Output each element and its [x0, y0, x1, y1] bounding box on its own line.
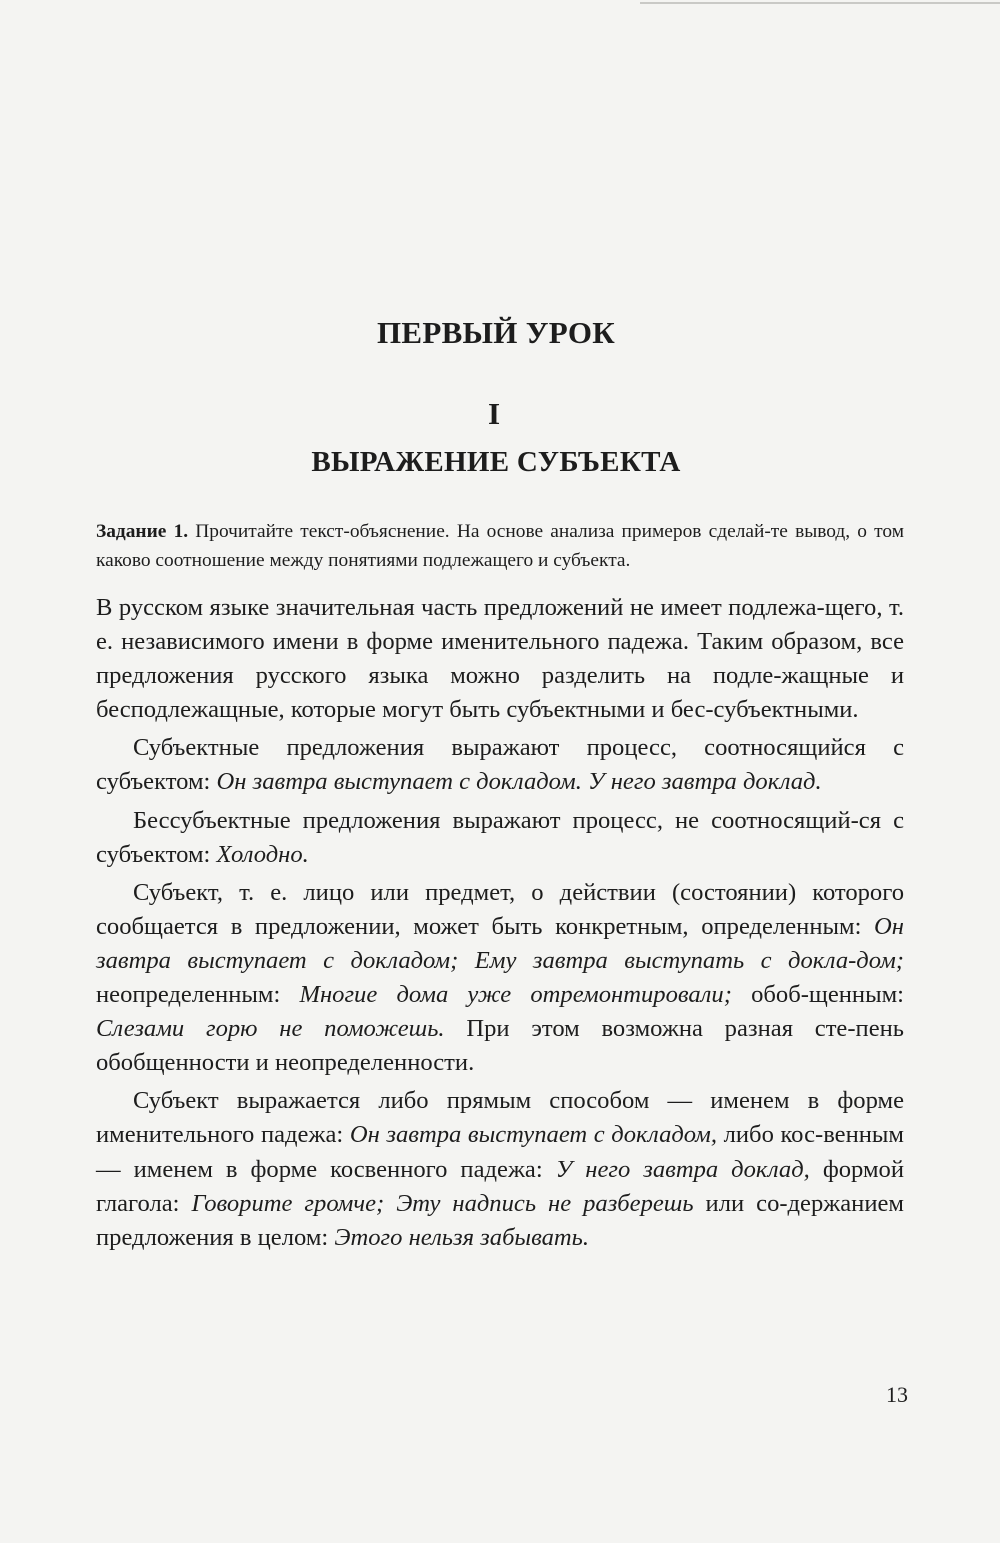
- section-number: I: [487, 396, 501, 431]
- paragraph-5: [96, 1084, 904, 1254]
- paragraph-4-text-3: обоб-щенным:: [731, 981, 904, 1009]
- paragraph-5-example-4: Этого нельзя забывать.: [334, 1223, 589, 1251]
- section-title: ВЫРАЖЕНИЕ СУБЪЕКТА: [311, 446, 681, 478]
- paragraph-2: [96, 731, 904, 799]
- paragraph-3-example: Холодно.: [216, 840, 309, 868]
- scan-edge-line: [640, 2, 1000, 4]
- paragraph-5-example-3: Говорите громче; Эту надпись не разберешь: [191, 1189, 694, 1217]
- paragraph-5-text-3: формой глагола:: [96, 1155, 905, 1217]
- task-label: Задание 1.: [96, 521, 189, 542]
- paragraph-4-example-3: Слезами горю не поможешь.: [96, 1015, 445, 1043]
- paragraph-4-text-1: Субъект, т. е. лицо или предмет, о действии (состоянии) которого сообщается в предложении, может быть конкретным, определенным:: [96, 878, 904, 940]
- paragraph-4: [96, 876, 904, 1081]
- page-number: 13: [886, 1382, 908, 1407]
- paragraph-5-text-4: или со-держанием предложения в целом:: [96, 1189, 904, 1251]
- paragraph-1-text: В русском языке значительная часть предложений не имеет подлежа-щего, т. е. независимого имени в форме именительного падежа. Таким образом, все предложения русского языка можно разделить на подле-жащные и бесподлежащные, которые могут быть субъектными и бес-субъектными.: [96, 594, 904, 724]
- task-instruction: [96, 517, 904, 575]
- paragraph-4-text-4: При этом возможна разная сте-пень обобщенности и неопределенности.: [96, 1015, 904, 1077]
- lesson-title: ПЕРВЫЙ УРОК: [376, 315, 616, 350]
- paragraph-1: [96, 591, 904, 727]
- paragraph-5-text-2: либо кос-венным — именем в форме косвенного падежа:: [96, 1121, 904, 1183]
- paragraph-4-example-2: Многие дома уже отремонтировали;: [299, 981, 732, 1009]
- paragraph-5-example-2: У него завтра доклад,: [555, 1155, 810, 1183]
- paragraph-5-example-1: Он завтра выступает с докладом,: [349, 1121, 718, 1149]
- task-text: Прочитайте текст-объяснение. На основе анализа примеров сделай-те вывод, о том каково соотношение между понятиями подлежащего и субъекта.: [96, 521, 904, 571]
- paragraph-4-text-2: неопределенным:: [96, 981, 300, 1009]
- paragraph-4-example-1: Он завтра выступает с докладом; Ему завтра выступать с докла-дом;: [96, 912, 904, 974]
- paragraph-3: [96, 804, 904, 872]
- paragraph-2-text: Субъектные предложения выражают процесс, соотносящийся с субъектом:: [96, 734, 904, 796]
- body-text: [96, 591, 904, 1259]
- paragraph-3-text: Бессубъектные предложения выражают процесс, не соотносящий-ся с субъектом:: [96, 806, 904, 868]
- paragraph-5-text-1: Субъект выражается либо прямым способом — именем в форме именительного падежа:: [96, 1087, 904, 1149]
- paragraph-2-example: Он завтра выступает с докладом. У него завтра доклад.: [216, 768, 822, 796]
